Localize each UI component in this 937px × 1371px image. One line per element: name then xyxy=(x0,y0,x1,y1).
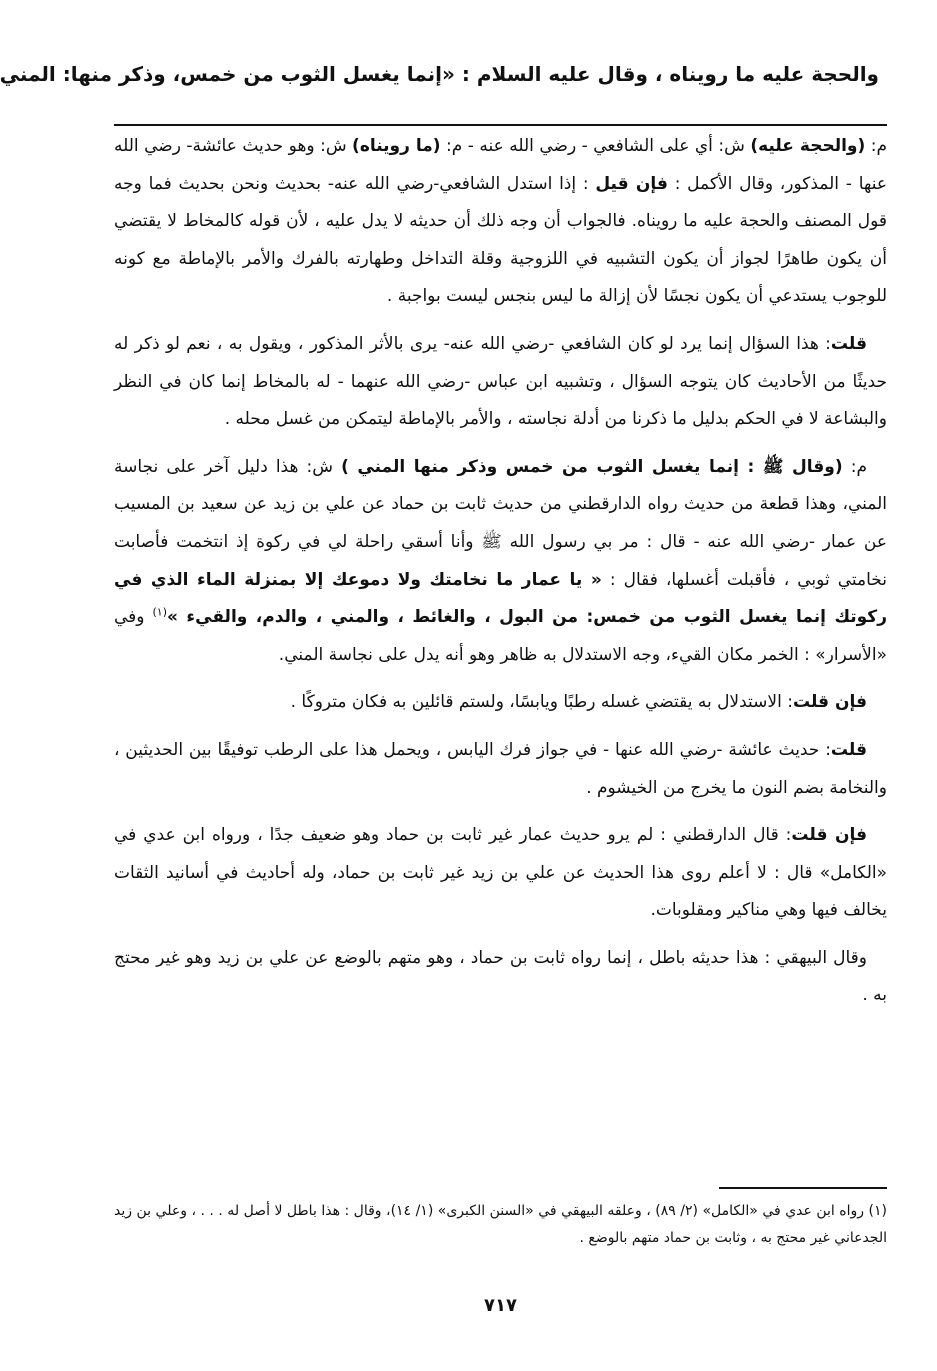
running-header: والحجة عليه ما رويناه ، وقال عليه السلام : «إنما يغسل الثوب من خمس، وذكر منها: المني xyxy=(0,62,879,86)
main-text xyxy=(114,128,887,1025)
footnote-divider xyxy=(719,1187,887,1189)
paragraph-1: م: (والحجة عليه) ش: أي على الشافعي - رضي الله عنه - م: (ما رويناه) ش: وهو حديث عائشة- رضي الله عنها - المذكور، وقال الأكمل : فإن قيل : إذا استدل الشافعي-رضي الله عنه- بحديث ونحن بحديث فما وجه قول المصنف والحجة عليه ما رويناه. فالجواب أن وجه ذلك أن حديثه لا يدل عليه ، لأن قوله كالمخاط لا يقتضي أن يكون طاهرًا لجواز أن يكون التشبيه في اللزوجية وقلة التداخل وطهارته بالفرك والأمر بالإماطة مع كونه للوجوب يستدعي أن يكون نجسًا لأن إزالة ما ليس بنجس ليست بواجبة . xyxy=(114,136,887,307)
paragraph-6: فإن قلت: قال الدارقطني : لم يرو حديث عمار غير ثابت بن حماد وهو ضعيف جدًا ، ورواه ابن عدي في «الكامل» قال : لا أعلم روى هذا الحديث عن علي بن زيد غير ثابت بن حماد، وله أحاديث في أسانيد الثقات يخالف فيها وهي مناكير ومقلوبات. xyxy=(114,825,887,921)
footnote-ref: (١) xyxy=(152,605,167,619)
paragraph-7: وقال البيهقي : هذا حديثه باطل ، إنما رواه ثابت بن حماد ، وهو متهم بالوضع عن علي بن زيد وهو غير محتج به . xyxy=(114,947,887,1006)
paragraph-5: قلت: حديث عائشة -رضي الله عنها - في جواز فرك اليابس ، ويحمل هذا على الرطب توفيقًا بين الحديثين ، والنخامة بضم النون ما يخرج من الخيشوم . xyxy=(114,739,887,798)
footnote xyxy=(114,1198,887,1252)
paragraph-4: فإن قلت: الاستدلال به يقتضي غسله رطبًا ويابسًا، ولستم قائلين به فكان متروكًا . xyxy=(290,692,867,713)
paragraph-3: م: (وقال ﷺ : إنما يغسل الثوب من خمس وذكر منها المني ) ش: هذا دليل آخر على نجاسة المني، وهذا قطعة من حديث رواه الدارقطني من حديث ثابت بن حماد عن علي بن زيد عن سعيد بن المسيب عن عمار -رضي الله عنه - قال : مر بي رسول الله ﷺ وأنا أسقي راحلة لي في ركوة إذ انتخمت فأصابت نخامتي ثوبي ، فأقبلت أغسلها، فقال : « يا عمار ما نخامتك ولا دموعك إلا بمنزلة الماء الذي في ركوتك إنما يغسل الثوب من خمس: من البول ، والغائط ، والمني ، والدم، والقيء »$^{(١)}$ وفي «الأسرار» : الخمر مكان القيء، وجه الاستدلال به ظاهر وهو أنه يدل على نجاسة المني. xyxy=(114,456,887,665)
footnote-text: (١) رواه ابن عدي في «الكامل» (٢/ ٨٩) ، وعلقه البيهقي في «السنن الكبرى» (١/ ١٤)، وقال : هذا باطل لا أصل له . . . ، وعلي بن زيد الجدعاني غير محتج به ، وثابت بن حماد متهم بالوضع . xyxy=(114,1203,887,1246)
paragraph-2: قلت: هذا السؤال إنما يرد لو كان الشافعي -رضي الله عنه- يرى بالأثر المذكور ، ويقول به ، نعم لو ذكر له حديثًا من الأحاديث كان يتوجه السؤال ، وتشبيه ابن عباس -رضي الله عنهما - له بالمخاط إنما كان في النظر والبشاعة لا في الحكم بدليل ما ذكرنا من أدلة نجاسته ، والأمر بالإماطة ليتمكن من غسل محله . xyxy=(114,333,887,430)
header-divider xyxy=(114,124,887,126)
page-number: ٧١٧ xyxy=(484,1295,517,1316)
